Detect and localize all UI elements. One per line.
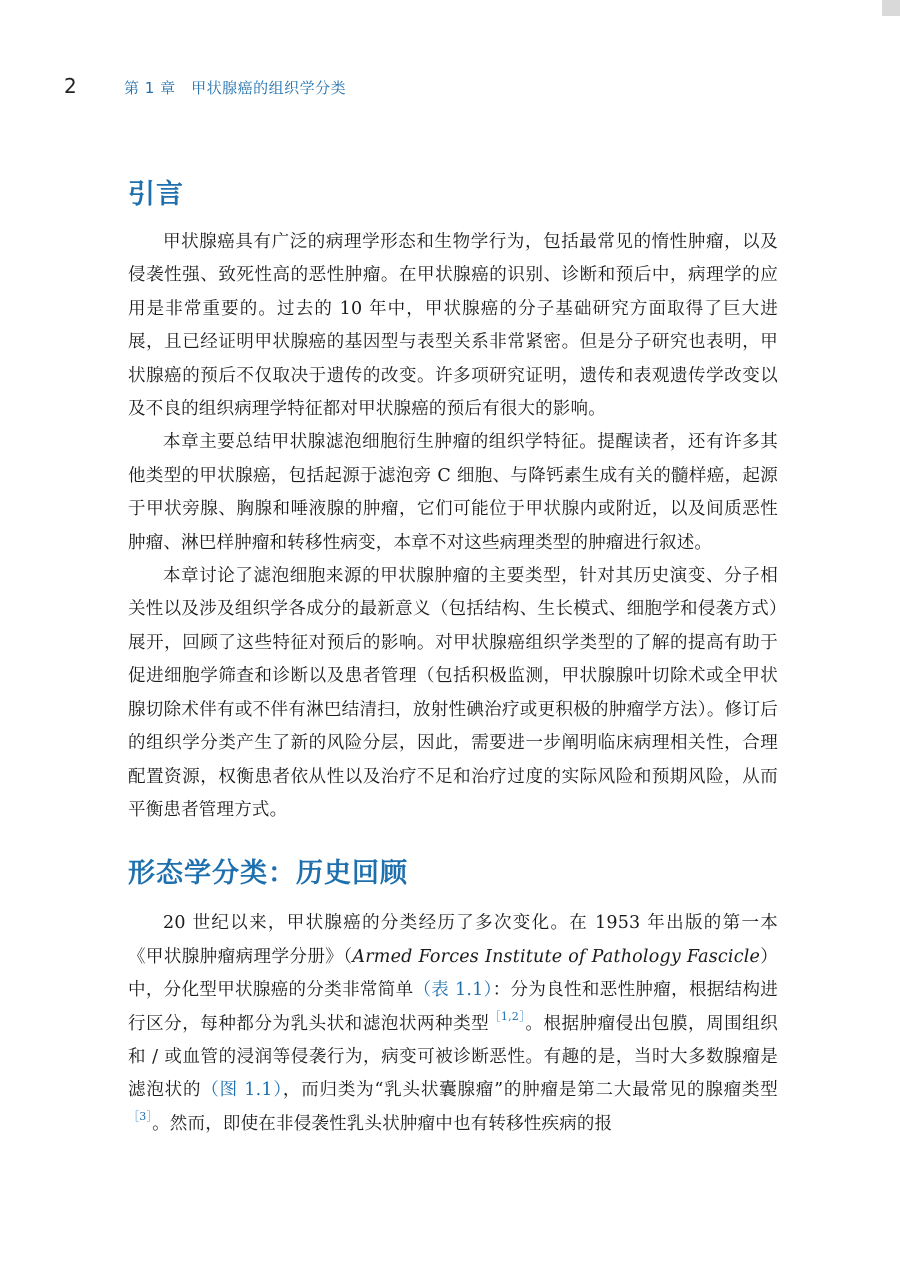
chapter-title: 第 1 章 甲状腺癌的组织学分类 (124, 79, 347, 97)
fascicle-english-title: Armed Forces Institute of Pathology Fascicle (352, 946, 761, 967)
morph-text-4: 。根据肿瘤侵出包膜，周围组织和 / 或血管的浸润等侵袭行为，病变可被诊断恶性。有趣的是，当时大多数腺瘤是滤泡状的 (128, 1013, 778, 1101)
intro-paragraph-2: 本章主要总结甲状腺滤泡细胞衍生肿瘤的组织学特征。提醒读者，还有许多其他类型的甲状腺癌，包括起源于滤泡旁 C 细胞、与降钙素生成有关的髓样癌，起源于甲状旁腺、胸腺和唾液腺的肿瘤，它们可能位于甲状腺内或附近，以及间质恶性肿瘤、淋巴样肿瘤和转移性病变，本章不对这些病理类型的肿瘤进行叙述。 (128, 432, 778, 553)
morph-text-6: 。然而，即使在非侵袭性乳头状肿瘤中也有转移性疾病的报 (152, 1113, 613, 1134)
morph-text-3: ：分为良性和恶性肿瘤，根据结构进行区分，每种都分为乳头状和滤泡状两种类型 (128, 980, 779, 1034)
corner-mark (882, 0, 900, 16)
morph-text-5: ，而归类为“乳头状囊腺瘤”的肿瘤是第二大最常见的腺瘤类型 (282, 1080, 778, 1101)
page-number: 2 (64, 74, 77, 98)
citation-1-2[interactable]: ［1,2］ (489, 1009, 526, 1023)
page-content (128, 170, 778, 1141)
intro-paragraph-3: 本章讨论了滤泡细胞来源的甲状腺肿瘤的主要类型，针对其历史演变、分子相关性以及涉及组织学各成分的最新意义（包括结构、生长模式、细胞学和侵袭方式）展开，回顾了这些特征对预后的影响。对甲状腺癌组织学类型的了解的提高有助于促进细胞学筛查和诊断以及患者管理（包括积极监测，甲状腺腺叶切除术或全甲状腺切除术伴有或不伴有淋巴结清扫，放射性碘治疗或更积极的肿瘤学方法）。修订后的组织学分类产生了新的风险分层，因此，需要进一步阐明临床病理相关性，合理配置资源，权衡患者依从性以及治疗不足和治疗过度的实际风险和预期风险，从而平衡患者管理方式。 (128, 566, 778, 820)
figure-1-1-link[interactable]: （图 1.1） (201, 1080, 283, 1101)
section-heading-intro: 引言 (128, 179, 184, 210)
morph-text-1: 20 世纪以来，甲状腺癌的分类经历了多次变化。在 1953 年出版的第一本《甲状腺肿瘤病理学分册》（ (128, 913, 778, 967)
intro-paragraph-1: 甲状腺癌具有广泛的病理学形态和生物学行为，包括最常见的惰性肿瘤，以及侵袭性强、致死性高的恶性肿瘤。在甲状腺癌的识别、诊断和预后中，病理学的应用是非常重要的。过去的 10 年中，甲状腺癌的分子基础研究方面取得了巨大进展，且已经证明甲状腺癌的基因型与表型关系非常紧密。但是分子研究也表明，甲状腺癌的预后不仅取决于遗传的改变。许多项研究证明，遗传和表观遗传学改变以及不良的组织病理学特征都对甲状腺癌的预后有很大的影响。 (128, 232, 778, 420)
section-heading-morphology: 形态学分类：历史回顾 (128, 858, 408, 890)
table-1-1-link[interactable]: （表 1.1） (413, 980, 493, 1001)
running-head (64, 74, 840, 102)
morph-text-2: ）中，分化型甲状腺癌的分类非常简单 (128, 946, 778, 1001)
morphology-paragraph-1 (128, 907, 778, 1141)
citation-3[interactable]: ［3］ (128, 1109, 153, 1123)
